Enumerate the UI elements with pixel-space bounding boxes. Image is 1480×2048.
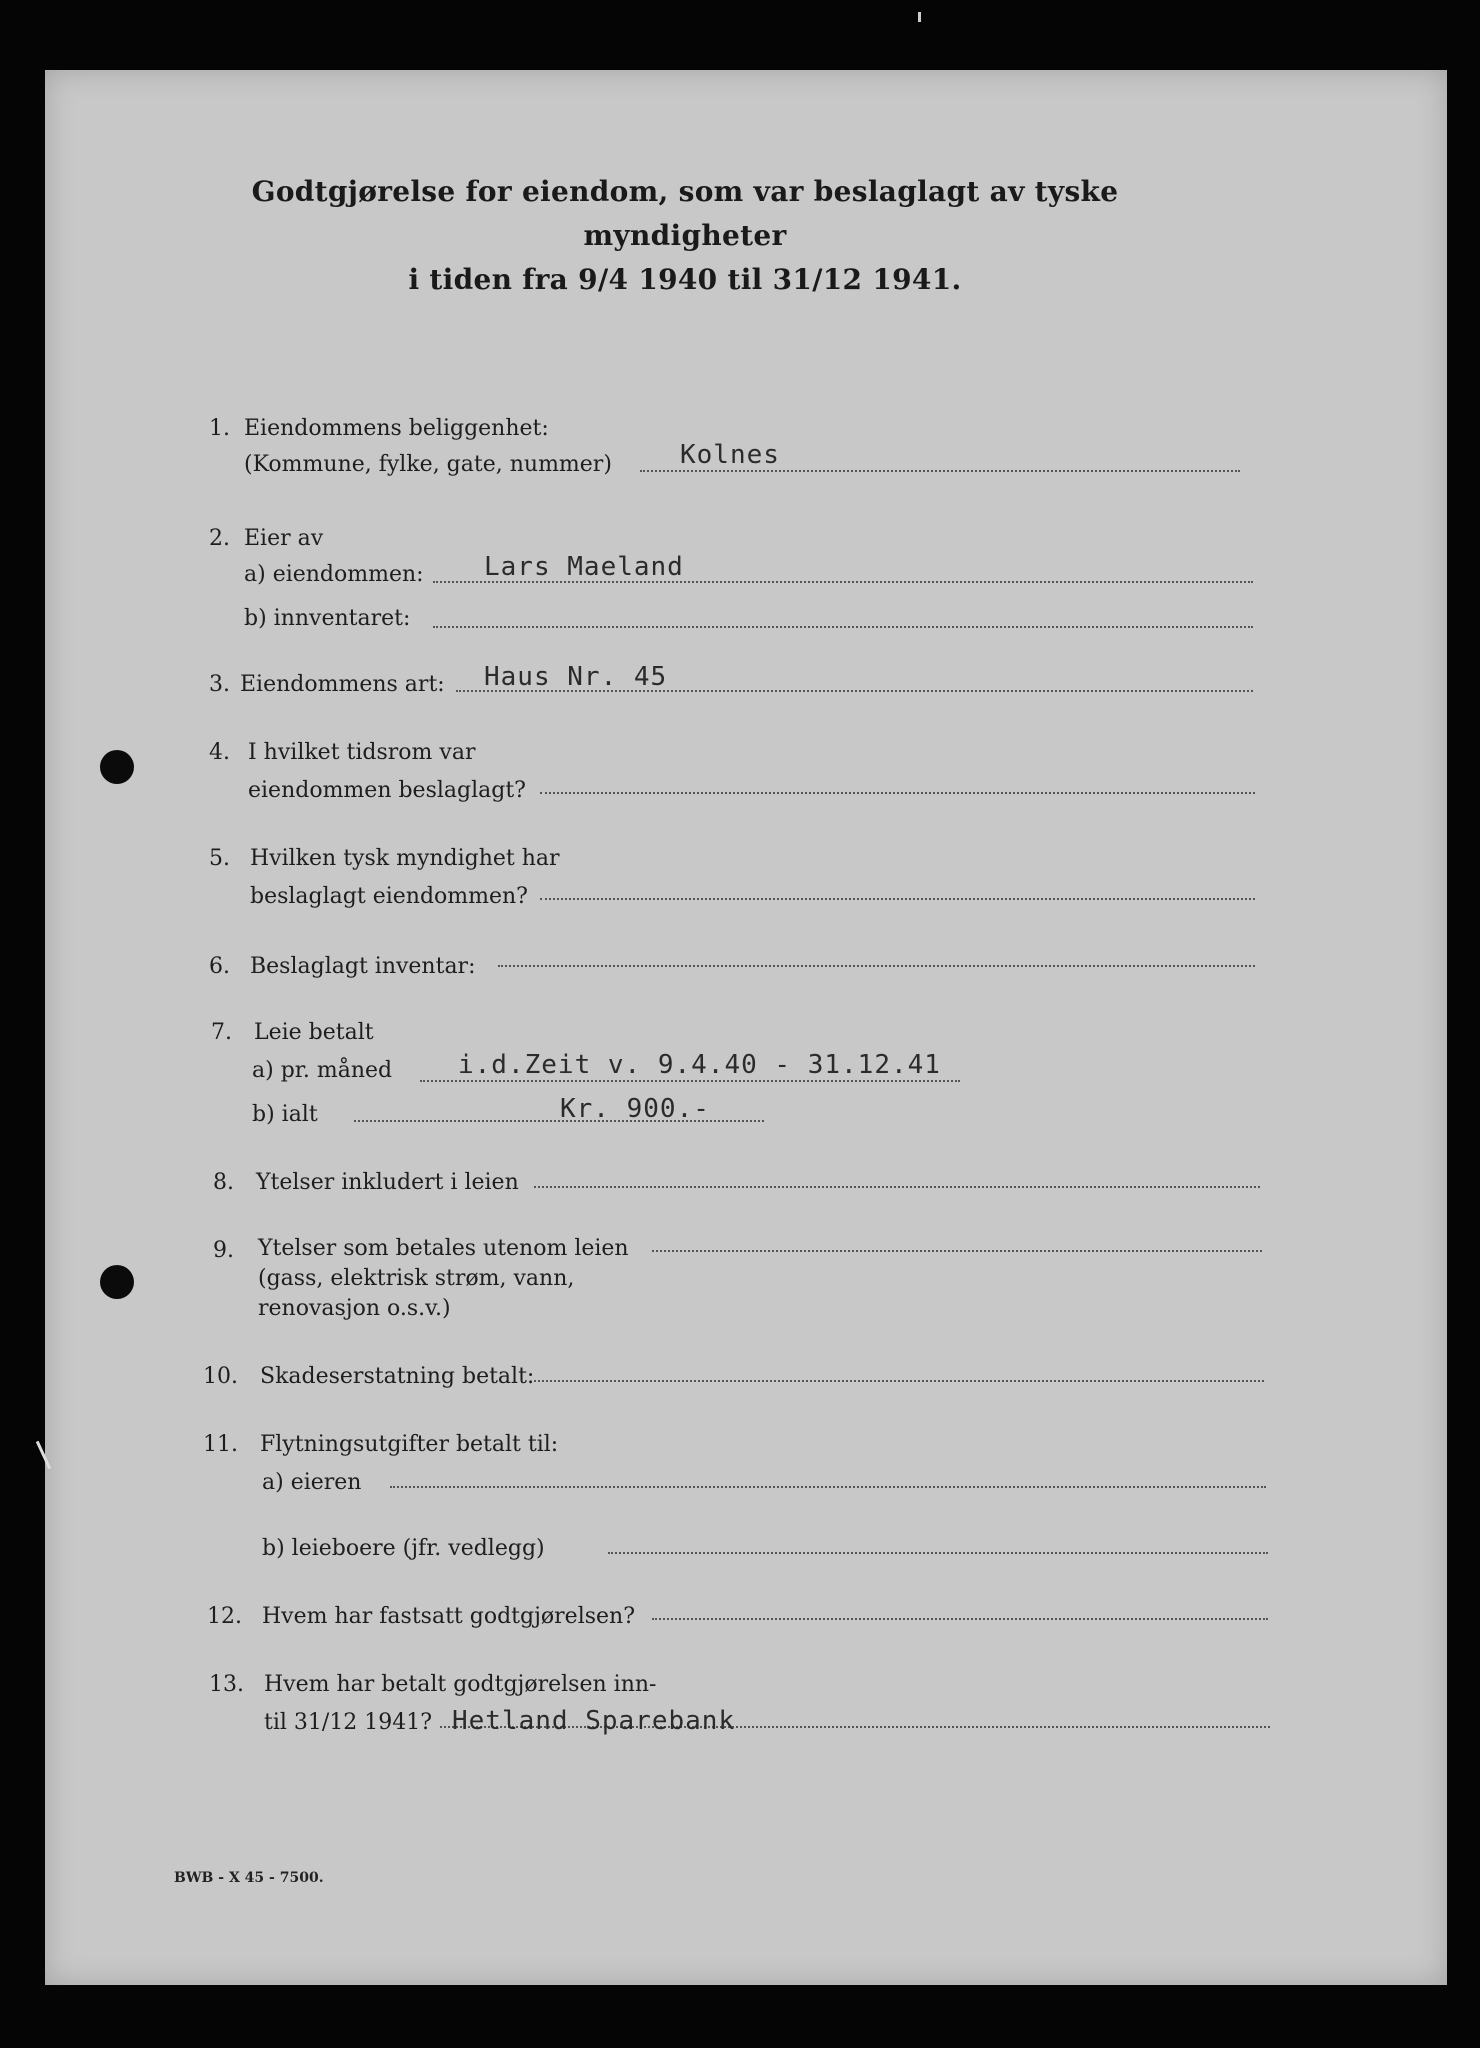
item-8-number: 8. [213,1170,234,1195]
item-11-number: 11. [203,1432,238,1457]
punch-hole-bottom [100,1265,134,1299]
item-13-answer: Hetland Sparebank [452,1706,736,1736]
item-3-number: 3. [209,672,230,697]
item-9-sublabel-2: renovasjon o.s.v.) [258,1296,451,1321]
item-11-label: Flytningsutgifter betalt til: [260,1432,559,1457]
item-5-line [540,898,1255,900]
item-13-label: Hvem har betalt godtgjørelsen inn- [264,1672,657,1697]
item-5-sublabel: beslaglagt eiendommen? [250,884,528,909]
item-13-sublabel: til 31/12 1941? [264,1710,433,1735]
item-13-number: 13. [209,1672,244,1697]
item-5-label: Hvilken tysk myndighet har [250,846,560,871]
item-7b-label: b) ialt [252,1102,318,1127]
item-2-number: 2. [209,526,230,551]
item-2-label: Eier av [244,526,324,551]
item-9-line [652,1250,1262,1252]
item-3-label: Eiendommens art: [240,672,445,697]
item-12-label: Hvem har fastsatt godtgjørelsen? [262,1604,636,1629]
item-1-answer: Kolnes [680,440,780,470]
item-1-line [640,470,1240,472]
item-7-label: Leie betalt [254,1020,374,1045]
item-7-number: 7. [211,1020,232,1045]
item-10-number: 10. [203,1364,238,1389]
item-7a-line [420,1080,960,1082]
item-8-line [534,1186,1260,1188]
item-6-label: Beslaglagt inventar: [250,954,476,979]
item-2b-line [433,626,1253,628]
item-4-sublabel: eiendommen beslaglagt? [248,778,526,803]
item-12-line [652,1618,1268,1620]
form-code: BWB - X 45 - 7500. [174,1870,324,1886]
item-5-number: 5. [209,846,230,871]
form-title [150,170,1220,302]
item-8-label: Ytelser inkludert i leien [256,1170,519,1195]
item-7a-label: a) pr. måned [252,1058,393,1083]
item-7a-answer: i.d.Zeit v. 9.4.40 - 31.12.41 [458,1050,941,1080]
scan-mark [918,12,921,22]
title-line-1: Godtgjørelse for eiendom, som var beslaglagt av tyske myndigheter [251,175,1119,252]
item-9-sublabel-1: (gass, elektrisk strøm, vann, [258,1266,575,1291]
punch-hole-top [100,750,134,784]
item-4-line [540,792,1255,794]
item-1-sublabel: (Kommune, fylke, gate, nummer) [244,452,612,477]
item-4-label: I hvilket tidsrom var [248,740,476,765]
item-1-label: Eiendommens beliggenhet: [244,416,549,441]
item-7b-answer: Kr. 900.- [560,1094,710,1124]
item-10-label: Skadeserstatning betalt: [260,1364,535,1389]
item-3-answer: Haus Nr. 45 [484,662,668,692]
item-2a-answer: Lars Maeland [484,552,684,582]
item-6-line [498,965,1255,967]
item-9-number: 9. [213,1238,234,1263]
item-11b-line [608,1552,1268,1554]
item-11b-label: b) leieboere (jfr. vedlegg) [262,1536,545,1561]
item-10-line [534,1380,1264,1382]
item-4-number: 4. [209,740,230,765]
item-11a-line [390,1486,1266,1488]
item-9-label: Ytelser som betales utenom leien [258,1236,629,1261]
title-line-2: i tiden fra 9/4 1940 til 31/12 1941. [408,263,962,296]
item-12-number: 12. [207,1604,242,1629]
item-11a-label: a) eieren [262,1470,362,1495]
item-2a-label: a) eiendommen: [244,562,424,587]
item-1-number: 1. [209,416,230,441]
item-2b-label: b) innventaret: [244,606,411,631]
item-6-number: 6. [209,954,230,979]
